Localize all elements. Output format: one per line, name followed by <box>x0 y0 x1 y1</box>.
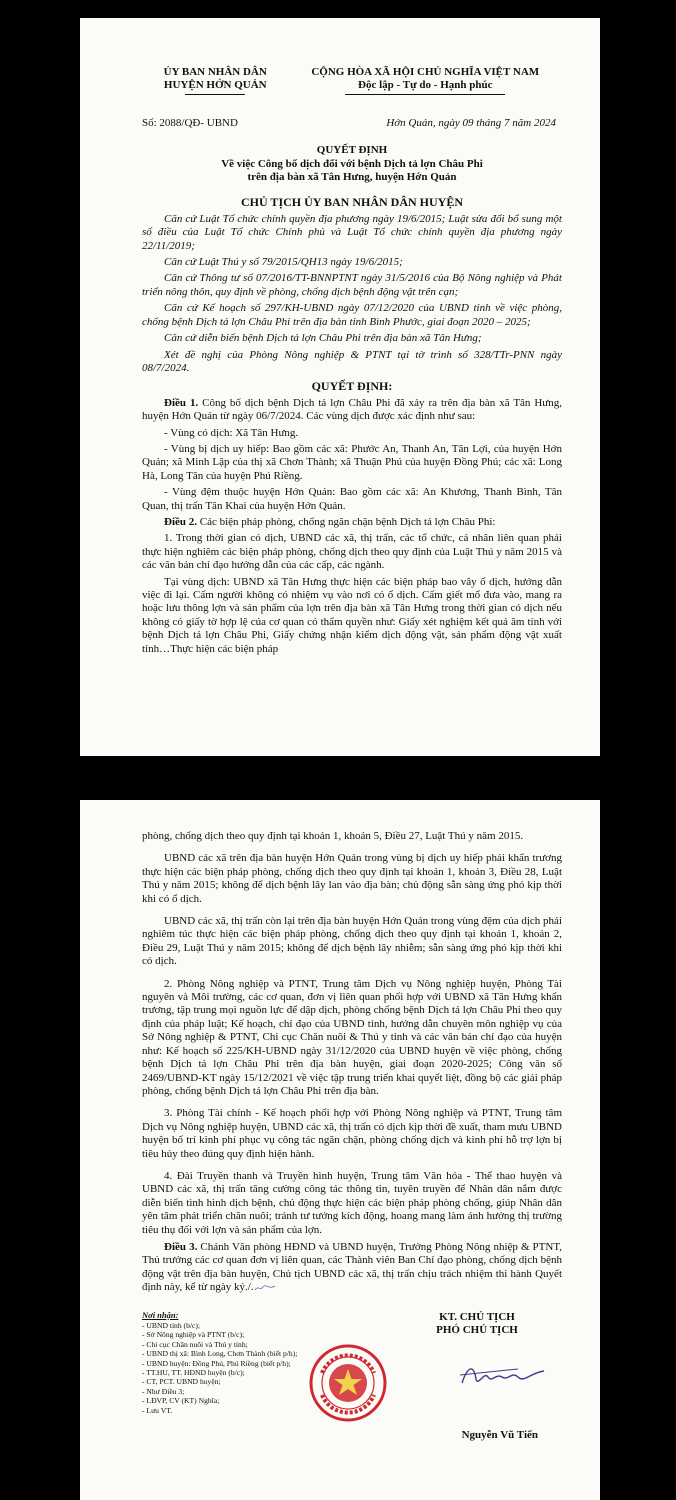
document-page-2 <box>80 800 600 1500</box>
signature-title-2: PHÓ CHỦ TỊCH <box>436 1323 518 1336</box>
nation-line-2: Độc lập - Tự do - Hạnh phúc <box>358 79 493 92</box>
recipient-item: - UBND huyện: Đồng Phú, Phú Riềng (biết p/h); <box>142 1358 291 1368</box>
issuing-authority <box>142 66 289 95</box>
recipient-item: - UBND tỉnh (b/c); <box>142 1321 200 1330</box>
document-type: QUYẾT ĐỊNH <box>316 144 388 157</box>
document-subject-line-2: trên địa bàn xã Tân Hưng, huyện Hớn Quản <box>247 171 457 184</box>
document-page-1 <box>80 18 600 756</box>
article-3 <box>142 1241 562 1295</box>
article-label: Điều 3. <box>164 1240 198 1253</box>
recipient-item: - UBND thị xã: Bình Long, Chơn Thành (biết p/h); <box>142 1349 298 1359</box>
signature-title-1: KT. CHỦ TỊCH <box>439 1310 515 1323</box>
handwritten-signature-icon <box>458 1361 548 1391</box>
divider <box>345 94 505 95</box>
document-date: Hớn Quản, ngày 09 tháng 7 năm 2024 <box>386 116 556 129</box>
measure-paragraph: 2. Phòng Nông nghiệp và PTNT, Trung tâm Dịch vụ Nông nghiệp huyện, Phòng Tài nguyên và Môi trường, các cơ quan, đơn vị liên quan phối hợp với UBND xã Tân Hưng khẩn trương, tập trung mọi nguồn lực để dập dịch, phòng chống bệnh Dịch tả lợn Châu Phi theo quy định của pháp luật; Kế hoạch, chỉ đạo của UBND tỉnh, hướng dẫn chuyên môn nghiệp vụ của Sở Nông nghiệp & PTNT, Chi cục Chăn nuôi & Thú y tỉnh và các văn bản chỉ đạo của huyện như: Kế hoạch số 225/KH-UBND ngày 31/12/2020 của UBND huyện về việc phòng, chống bệnh Dịch tả lợn Châu Phi trên địa bàn huyện, giai đoạn 2020-2025; Công văn số 2469/UBND-KT ngày 15/12/2021 về việc tập trung triển khai quyết liệt, đồng bộ các giải pháp phòng, chống bệnh Dịch tả lợn Châu Phi trên địa bàn. <box>142 977 562 1097</box>
zone-item: - Vùng có dịch: Xã Tân Hưng. <box>164 426 299 439</box>
initial-signature-icon <box>254 1284 276 1292</box>
recipient-item: - Như Điều 3; <box>142 1386 185 1396</box>
recipient-item: - Sở Nông nghiệp và PTNT (b/c); <box>142 1330 245 1340</box>
recipient-item: - TT.HU, TT. HĐND huyện (b/c); <box>142 1368 245 1378</box>
recipients-title: Nơi nhận: <box>142 1309 179 1320</box>
signer-name: Nguyễn Vũ Tiến <box>461 1428 538 1441</box>
official-seal-icon <box>308 1343 388 1423</box>
document-subject-line-1: Về việc Công bố dịch đối với bệnh Dịch tả lợn Châu Phi <box>221 157 483 170</box>
national-motto <box>289 66 562 95</box>
recipient-item: - Lưu VT. <box>142 1405 173 1415</box>
zone-item: - Vùng đệm thuộc huyện Hớn Quản: Bao gồm các xã: An Khương, Thanh Bình, Tân Quan, thị trấn Tân Khai của huyện Hớn Quản. <box>142 486 562 512</box>
article-1 <box>142 397 562 424</box>
document-meta <box>142 117 562 130</box>
recipient-item: - CT, PCT. UBND huyện; <box>142 1377 221 1387</box>
legal-basis: Xét đề nghị của Phòng Nông nghiệp & PTNT tại tờ trình số 328/TTr-PNN ngày 08/7/2024. <box>142 348 562 374</box>
zone-item: - Vùng bị dịch uy hiếp: Bao gồm các xã: Phước An, Thanh An, Tân Lợi, của huyện Hớn Quản; xã Minh Lập của thị xã Chơn Thành; xã Thuận Phú của huyện Đồng Phú; các xã: Long Hà, Long Tân của huyện Phú Riềng. <box>142 442 562 482</box>
authority-heading: CHỦ TỊCH ỦY BAN NHÂN DÂN HUYỆN <box>240 195 463 210</box>
legal-basis: Căn cứ Thông tư số 07/2016/TT-BNNPTNT ngày 31/5/2016 của Bộ Nông nghiệp và Phát triển nông thôn, quy định về phòng, chống dịch bệnh động vật trên cạn; <box>142 272 562 298</box>
document-footer <box>142 1311 562 1481</box>
legal-basis: Căn cứ Kế hoạch số 297/KH-UBND ngày 07/12/2020 của UBND tỉnh về việc phòng, chống bệnh Dịch tả lợn Châu Phi trên địa bàn tỉnh Bình Phước, giai đoạn 2020 – 2025; <box>142 302 562 328</box>
article-2 <box>142 516 562 529</box>
decision-heading: QUYẾT ĐỊNH: <box>311 379 393 394</box>
article-label: Điều 1. <box>164 396 199 409</box>
legal-basis: Căn cứ Luật Tổ chức chính quyền địa phương ngày 19/6/2015; Luật sửa đổi bổ sung một số điều của Luật Tổ chức Chính phủ và Luật Tổ chức chính quyền địa phương ngày 22/11/2019; <box>142 212 562 252</box>
measure-paragraph: 4. Đài Truyền thanh và Truyền hình huyện, Trung tâm Văn hóa - Thể thao huyện và UBND các xã, thị trấn tăng cường công tác thông tin, tuyên truyền để Nhân dân nắm được diễn biến tình hình dịch bệnh, chủ động thực hiện các biện pháp phòng chống, giúp Nhân dân yên tâm phát triển chăn nuôi; tránh tư tưởng kích động, hoang mang làm ảnh hưởng thị trường tiêu thụ đối với lợn và sản phẩm của lợn. <box>142 1169 562 1236</box>
document-header <box>142 66 562 95</box>
recipient-item: - Chi cục Chăn nuôi và Thú y tỉnh; <box>142 1339 248 1349</box>
divider <box>185 94 245 95</box>
nation-line-1: CỘNG HÒA XÃ HỘI CHỦ NGHĨA VIỆT NAM <box>311 66 540 78</box>
article-text: Các biện pháp phòng, chống ngăn chặn bệnh Dịch tả lợn Châu Phi: <box>197 515 496 528</box>
recipient-item: - LĐVP, CV (KT) Nghĩa; <box>142 1396 220 1406</box>
measure-paragraph: Tại vùng dịch: UBND xã Tân Hưng thực hiện các biện pháp bao vây ổ dịch, hướng dẫn việc đi lại. Cấm người không có nhiệm vụ vào nơi có ổ dịch. Cấm giết mổ đưa vào, mang ra hoặc lưu thông lợn và sản phẩm của lợn trên địa bàn xã Tân Hưng trong thời gian có dịch nếu không có giấy tờ hợp lệ của cơ quan có thẩm quyền như: Giấy xét nghiệm kết quả âm tính với bệnh Dịch tả lợn Châu Phi, Giấy chứng nhận kiểm dịch động vật, sản phẩm động vật xuất tỉnh…Thực hiện các biện pháp <box>142 575 562 655</box>
signature-block <box>392 1311 562 1337</box>
document-number: Số: 2088/QĐ- UBND <box>142 116 238 129</box>
measure-paragraph: 1. Trong thời gian có dịch, UBND các xã, thị trấn, các tổ chức, cá nhân liên quan phải thực hiện nghiêm các biện pháp phòng, chống dịch theo quy định của Luật Thú y năm 2015 và các văn bản chỉ đạo hướng dẫn của các cấp, các ngành. <box>142 532 562 572</box>
legal-basis: Căn cứ diễn biến bệnh Dịch tả lợn Châu Phi trên địa bàn xã Tân Hưng; <box>164 332 482 345</box>
legal-basis: Căn cứ Luật Thú y số 79/2015/QH13 ngày 19/6/2015; <box>164 256 403 269</box>
measure-paragraph-continued: phòng, chống dịch theo quy định tại khoản 1, khoản 5, Điều 27, Luật Thú y năm 2015. <box>142 830 524 842</box>
measure-paragraph: UBND các xã, thị trấn còn lại trên địa bàn huyện Hớn Quản trong vùng đệm của dịch phải nghiêm túc thực hiện các biện pháp phòng, chống dịch theo quy định tại khoản 1, khoản 2, Điều 29, Luật Thú y năm 2015; không để dịch bệnh lây nhiễm; sẵn sàng ứng phó kịp thời khi có dịch. <box>142 915 562 968</box>
article-text: Chánh Văn phòng HĐND và UBND huyện, Trưởng Phòng Nông nhiệp & PTNT, Thủ trưởng các cơ quan đơn vị liên quan, các Thành viên Ban Chỉ đạo phòng, chống dịch bệnh động vật trên địa bàn huyện, Chủ tịch UBND các xã, thị trấn chịu trách nhiệm thi hành Quyết định này, kể từ ngày ký./. <box>142 1240 562 1294</box>
article-label: Điều 2. <box>164 515 197 528</box>
measure-paragraph: 3. Phòng Tài chính - Kế hoạch phối hợp với Phòng Nông nghiệp và PTNT, Trung tâm Dịch vụ Nông nghiệp huyện, UBND các xã, thị trấn có dịch kịp thời đề xuất, tham mưu UBND huyện bố trí kinh phí phục vụ công tác ngăn chặn, phòng chống dịch và kinh phí hỗ trợ lợn bị tiêu hủy theo đúng quy định hiện hành. <box>142 1107 562 1160</box>
org-line-1: ỦY BAN NHÂN DÂN <box>163 66 267 78</box>
article-text: Công bố dịch bệnh Dịch tả lợn Châu Phi đã xảy ra trên địa bàn xã Tân Hưng, huyện Hớn Quản từ ngày 06/7/2024. Các vùng dịch được xác định như sau: <box>142 396 563 423</box>
org-line-2: HUYỆN HỚN QUẢN <box>163 79 267 92</box>
measure-paragraph: UBND các xã trên địa bàn huyện Hớn Quản trong vùng bị dịch uy hiếp phải khẩn trương thực hiện các biện pháp phòng, chống dịch theo quy định tại khoản 1, khoản 3, Điều 28, Luật Thú y năm 2015; không để dịch bệnh lây lan vào địa bàn; chủ động sẵn sàng ứng phó kịp thời khi có ổ dịch. <box>142 852 562 905</box>
